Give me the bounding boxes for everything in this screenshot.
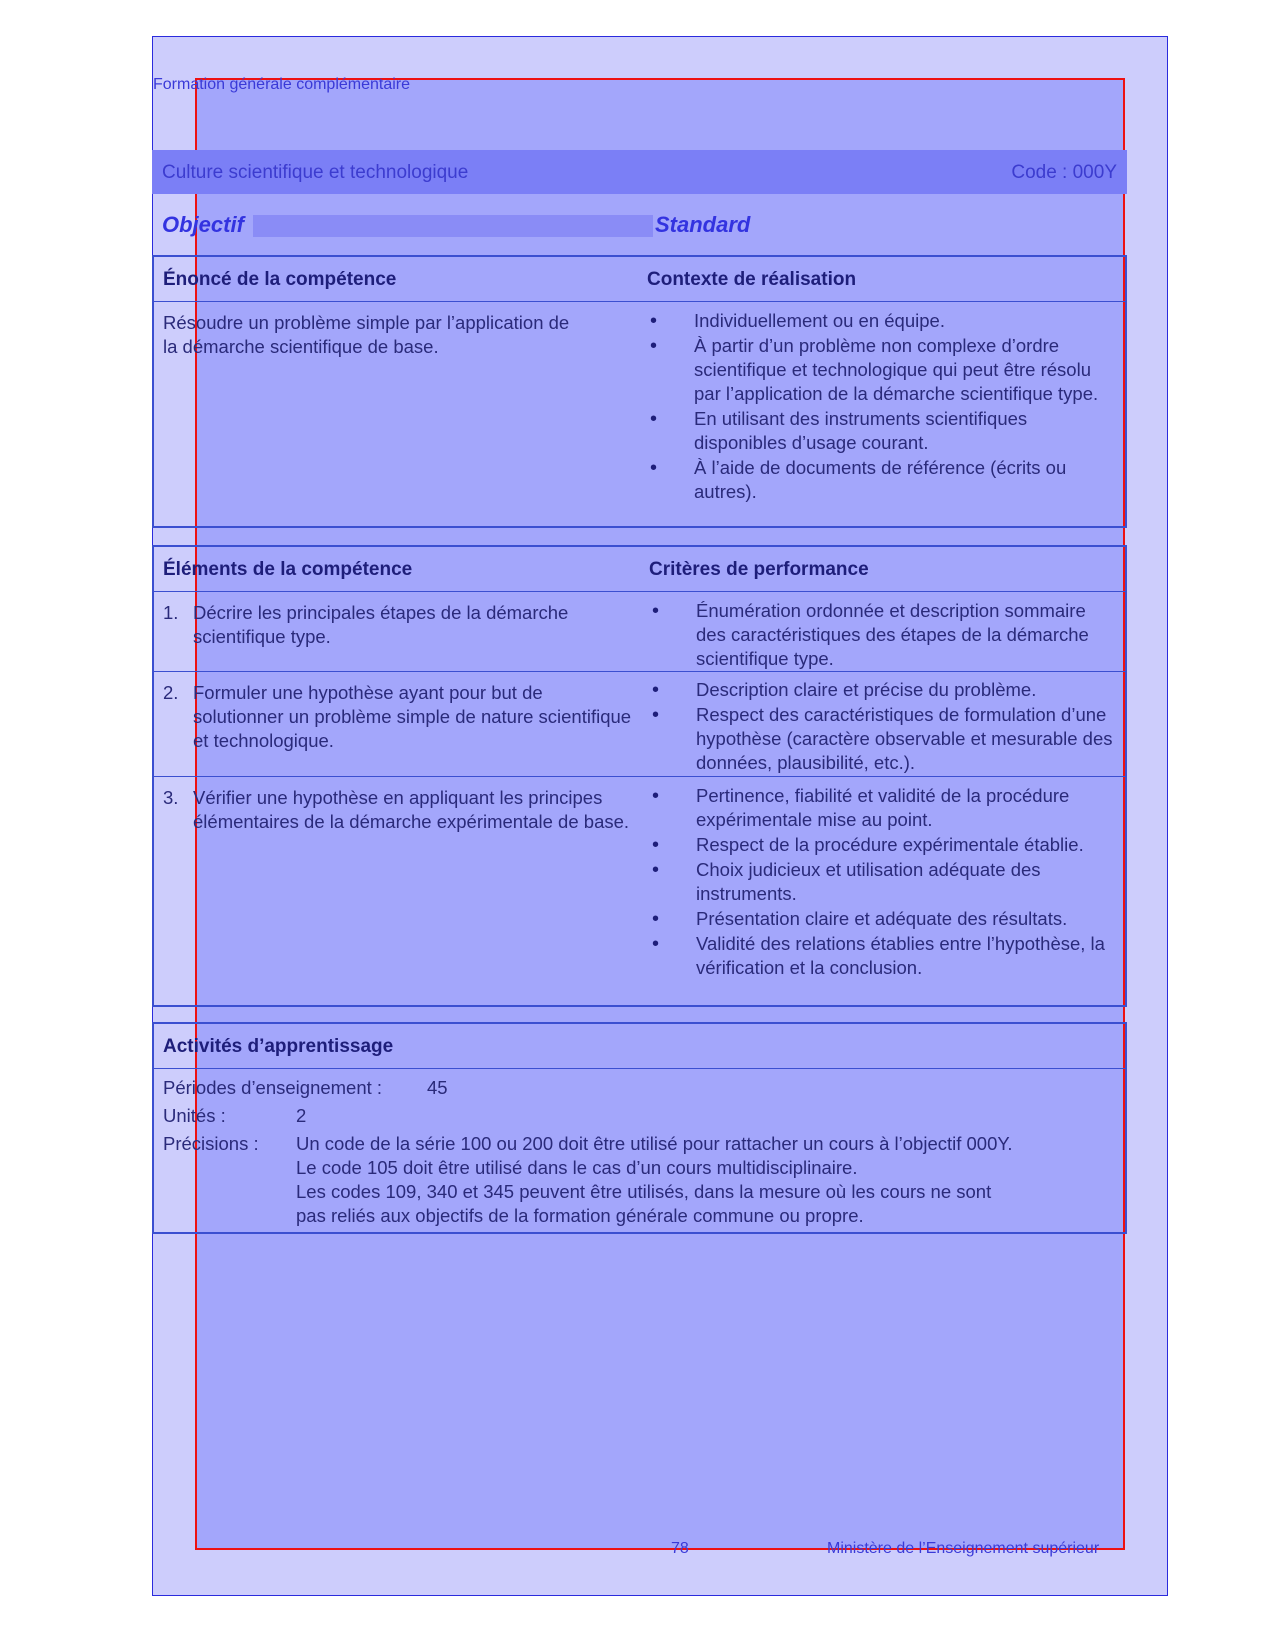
objective-label: Objectif [162, 212, 244, 237]
criteria-item: • Présentation claire et adéquate des résultats. [652, 907, 1114, 931]
competence-statement-line: la démarche scientifique de base. [163, 336, 439, 357]
document-series-label: Formation générale complémentaire [153, 76, 411, 93]
periods-label: Périodes d’enseignement : [163, 1077, 383, 1098]
criteria-item: • Choix judicieux et utilisation adéquate des instruments. [652, 858, 1114, 906]
context-item: • À l’aide de documents de référence (écrits ou autres). [650, 456, 1110, 504]
course-code: Code : 000Y [1011, 162, 1117, 183]
element-number: 3. [163, 787, 179, 808]
criteria-item: • Respect de la procédure expérimentale établie. [652, 833, 1114, 857]
row-divider [154, 776, 1125, 777]
units-label: Unités : [163, 1105, 226, 1126]
competence-statement-header: Énoncé de la compétence [163, 269, 397, 290]
criteria-item: • Énumération ordonnée et description sommaire des caractéristiques des étapes de la démarche scientifique type. [652, 599, 1114, 671]
context-item: • Individuellement ou en équipe. [650, 309, 1110, 333]
competence-table-header [154, 257, 1125, 302]
course-header [152, 150, 1127, 194]
objective-rule [253, 215, 653, 237]
standard-label: Standard [655, 212, 751, 237]
precision-line: pas reliés aux objectifs de la formation générale commune ou propre. [296, 1205, 864, 1226]
criteria-item: • Description claire et précise du problème. [652, 678, 1114, 702]
element-number: 2. [163, 682, 179, 703]
competence-statement-line: Résoudre un problème simple par l’application de [163, 312, 570, 333]
elements-table [152, 545, 1127, 1007]
precisions-text [296, 1132, 1116, 1228]
precision-line: Le code 105 doit être utilisé dans le cas d’un cours multidisciplinaire. [296, 1157, 858, 1178]
row-divider [154, 671, 1125, 672]
context-item: • À partir d’un problème non complexe d’ordre scientifique et technologique qui peut être résolu par l’application de la démarche scientifique type. [650, 334, 1110, 406]
footer-ministry: Ministère de l’Enseignement supérieur [827, 1540, 1100, 1557]
criteria-item: • Pertinence, fiabilité et validité de la procédure expérimentale mise au point. [652, 784, 1114, 832]
context-header: Contexte de réalisation [647, 269, 857, 290]
element-text: Formuler une hypothèse ayant pour but de solutionner un problème simple de nature scientifique et technologique. [193, 682, 632, 751]
precision-line: Les codes 109, 340 et 345 peuvent être utilisés, dans la mesure où les cours ne sont [296, 1181, 992, 1202]
criteria-list [652, 678, 1114, 776]
course-title: Culture scientifique et technologique [162, 162, 469, 183]
context-item: • En utilisant des instruments scientifiques disponibles d’usage courant. [650, 407, 1110, 455]
element-text: Vérifier une hypothèse en appliquant les principes élémentaires de la démarche expérimentale de base. [193, 787, 630, 832]
criteria-list [652, 599, 1114, 672]
precisions-label: Précisions : [163, 1133, 259, 1154]
criteria-item: • Respect des caractéristiques de formulation d’une hypothèse (caractère observable et mesurable des données, plausibilité, etc.). [652, 703, 1114, 775]
element-text: Décrire les principales étapes de la démarche scientifique type. [193, 602, 569, 647]
activities-table-header [154, 1024, 1125, 1069]
element-number: 1. [163, 602, 179, 623]
criteria-header: Critères de performance [649, 559, 869, 580]
criteria-list [652, 784, 1114, 981]
criteria-item: • Validité des relations établies entre l’hypothèse, la vérification et la conclusion. [652, 932, 1114, 980]
elements-table-header [154, 547, 1125, 592]
elements-header: Éléments de la compétence [163, 559, 413, 580]
activities-header: Activités d’apprentissage [163, 1036, 394, 1057]
activities-table [152, 1022, 1127, 1234]
competence-statement [163, 311, 633, 359]
context-list [650, 309, 1110, 505]
precision-line: Un code de la série 100 ou 200 doit être utilisé pour rattacher un cours à l’objectif 000Y. [296, 1133, 1013, 1154]
periods-value: 45 [427, 1077, 448, 1098]
competence-table [152, 255, 1127, 528]
page-number: 78 [671, 1540, 689, 1557]
units-value: 2 [296, 1105, 307, 1126]
